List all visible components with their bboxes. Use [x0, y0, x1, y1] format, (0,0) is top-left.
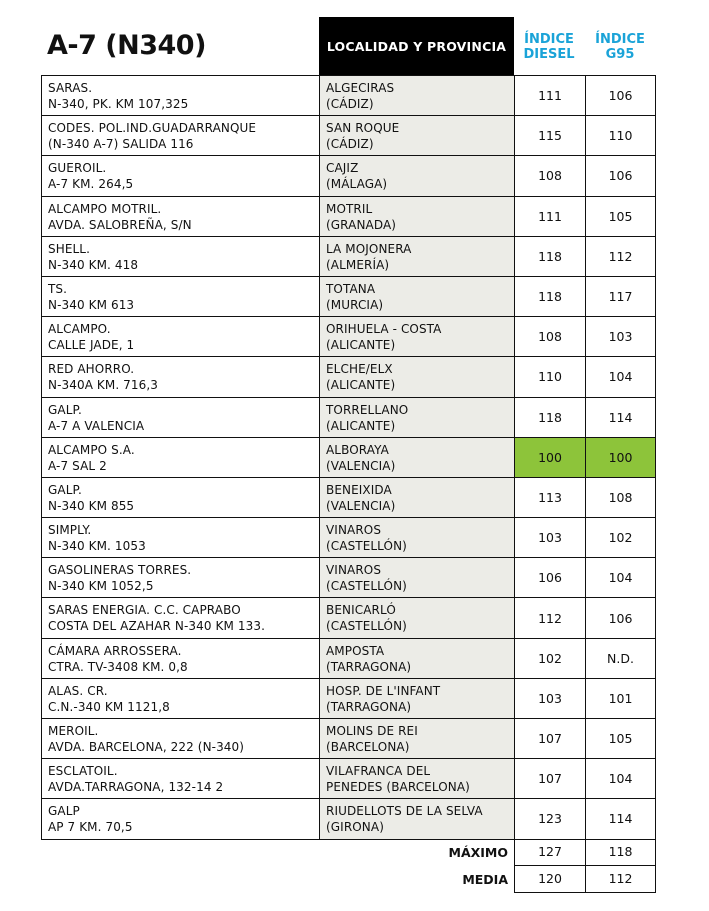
province: (CASTELLÓN) [326, 619, 407, 634]
station-name: GALP. [48, 402, 82, 417]
province: (CASTELLÓN) [326, 539, 407, 554]
province: (BARCELONA) [326, 740, 410, 754]
province: (ALICANTE) [326, 338, 396, 353]
station-cell [41, 75, 319, 115]
diesel-index-cell: 103 [514, 517, 585, 557]
province: (ALICANTE) [326, 378, 396, 393]
diesel-index-header [514, 32, 584, 62]
station-address: C.N.-340 KM 1121,8 [48, 699, 170, 714]
page-title: A-7 (N340) [47, 30, 206, 61]
diesel-index-cell: 112 [514, 597, 585, 637]
diesel-index-cell: 107 [514, 758, 585, 798]
g95-index-cell: 104 [585, 758, 656, 798]
station-name: RED AHORRO. [48, 362, 135, 377]
province: (TARRAGONA) [326, 659, 412, 674]
province: (GRANADA) [326, 217, 397, 232]
locality: VINAROS [326, 563, 382, 578]
table-row [41, 678, 656, 718]
summary-label: MÁXIMO [448, 844, 508, 860]
g95-index-cell: 100 [585, 437, 656, 477]
location-cell [319, 397, 514, 437]
table-row [41, 517, 656, 557]
station-name: MEROIL. [48, 724, 99, 738]
g95-index-cell: 114 [585, 397, 656, 437]
station-name: GALP. [48, 482, 82, 497]
station-cell [41, 597, 319, 637]
diesel-index-cell: 102 [514, 638, 585, 678]
g95-index-cell: 101 [585, 678, 656, 718]
diesel-index-cell: 111 [514, 196, 585, 236]
location-cell [319, 316, 514, 356]
location-cell [319, 437, 514, 477]
location-cell [319, 155, 514, 195]
diesel-index-cell: 118 [514, 236, 585, 276]
station-cell [41, 155, 319, 195]
station-name: ALCAMPO MOTRIL. [48, 201, 162, 216]
table-row [41, 196, 656, 236]
table-row [41, 718, 656, 758]
summary-g95-cell: 118 [585, 839, 656, 866]
locality: HOSP. DE L'INFANT [326, 683, 441, 698]
station-cell [41, 678, 319, 718]
station-address: COSTA DEL AZAHAR N-340 KM 133. [48, 619, 265, 634]
station-address: N-340 KM. 418 [48, 257, 139, 272]
locality: VINAROS [326, 523, 382, 538]
locality: RIUDELLOTS DE LA SELVA [326, 804, 483, 819]
diesel-index-cell: 118 [514, 276, 585, 316]
locality: ALGECIRAS [326, 81, 395, 95]
station-name: GASOLINERAS TORRES. [48, 563, 192, 578]
station-address: N-340 KM. 1053 [48, 539, 146, 554]
province: (CASTELLÓN) [326, 579, 407, 594]
station-name: GUEROIL. [48, 161, 107, 176]
diesel-header-line1: ÍNDICE [524, 32, 574, 47]
station-name: SARAS. [48, 81, 93, 95]
summary-row [41, 839, 656, 866]
locality: CAJIZ [326, 161, 359, 176]
summary-diesel-cell: 120 [514, 866, 585, 893]
locality: ORIHUELA - COSTA [326, 322, 442, 337]
table-row [41, 75, 656, 115]
g95-index-header [585, 32, 655, 62]
table-row [41, 356, 656, 396]
station-name: SARAS ENERGIA. C.C. CAPRABO [48, 603, 241, 618]
table-row [41, 316, 656, 356]
g95-index-cell: N.D. [585, 638, 656, 678]
location-cell [319, 798, 514, 838]
province: (CÁDIZ) [326, 97, 374, 111]
g95-index-cell: 106 [585, 75, 656, 115]
station-name: ESCLATOIL. [48, 764, 118, 779]
station-cell [41, 798, 319, 838]
diesel-index-cell: 123 [514, 798, 585, 838]
station-cell [41, 638, 319, 678]
locality: AMPOSTA [326, 643, 385, 658]
table-row [41, 155, 656, 195]
province: (VALENCIA) [326, 498, 396, 513]
province: (MÁLAGA) [326, 177, 388, 192]
location-cell [319, 597, 514, 637]
table-row [41, 276, 656, 316]
location-cell [319, 356, 514, 396]
station-name: ALCAMPO S.A. [48, 442, 135, 457]
locality: BENEIXIDA [326, 482, 392, 497]
g95-header-line1: ÍNDICE [595, 32, 645, 47]
diesel-index-cell: 107 [514, 718, 585, 758]
station-cell [41, 316, 319, 356]
diesel-index-cell: 108 [514, 316, 585, 356]
location-column-header: LOCALIDAD Y PROVINCIA [319, 17, 514, 75]
province: (CÁDIZ) [326, 137, 374, 152]
locality: TORRELLANO [326, 402, 409, 417]
station-name: CÁMARA ARROSSERA. [48, 643, 182, 658]
province: (TARRAGONA) [326, 699, 412, 714]
g95-index-cell: 110 [585, 115, 656, 155]
locality: MOLINS DE REI [326, 724, 418, 738]
locality: ALBORAYA [326, 442, 389, 457]
location-cell [319, 477, 514, 517]
station-cell [41, 437, 319, 477]
table-row [41, 437, 656, 477]
summary-table [41, 839, 656, 893]
diesel-index-cell: 108 [514, 155, 585, 195]
g95-header-line2: G95 [605, 47, 635, 62]
diesel-index-cell: 106 [514, 557, 585, 597]
station-name: SHELL. [48, 241, 91, 256]
diesel-index-cell: 100 [514, 437, 585, 477]
diesel-header-line2: DIESEL [523, 47, 575, 62]
station-name: ALCAMPO. [48, 322, 111, 337]
table-row [41, 798, 656, 838]
station-address: (N-340 A-7) SALIDA 116 [48, 137, 194, 152]
station-address: N-340A KM. 716,3 [48, 378, 159, 393]
diesel-index-cell: 113 [514, 477, 585, 517]
locality: LA MOJONERA [326, 241, 412, 256]
station-cell [41, 236, 319, 276]
station-address: AVDA. SALOBREÑA, S/N [48, 217, 192, 232]
station-cell [41, 356, 319, 396]
province: (GIRONA) [326, 820, 384, 835]
station-cell [41, 718, 319, 758]
station-address: N-340 KM 855 [48, 498, 135, 513]
g95-index-cell: 102 [585, 517, 656, 557]
station-address: A-7 KM. 264,5 [48, 177, 134, 192]
table-row [41, 397, 656, 437]
summary-diesel-cell: 127 [514, 839, 585, 866]
station-cell [41, 276, 319, 316]
station-cell [41, 758, 319, 798]
location-cell [319, 236, 514, 276]
province: (ALICANTE) [326, 418, 396, 433]
station-name: SIMPLY. [48, 523, 92, 538]
locality: ELCHE/ELX [326, 362, 393, 377]
table-row [41, 115, 656, 155]
locality: SAN ROQUE [326, 121, 400, 136]
stations-table [41, 75, 656, 839]
station-address: CALLE JADE, 1 [48, 338, 135, 353]
diesel-index-cell: 118 [514, 397, 585, 437]
table-row [41, 638, 656, 678]
g95-index-cell: 106 [585, 597, 656, 637]
province: PENEDES (BARCELONA) [326, 780, 470, 795]
location-cell [319, 196, 514, 236]
station-address: N-340 KM 613 [48, 297, 135, 312]
station-cell [41, 397, 319, 437]
station-address: N-340 KM 1052,5 [48, 579, 154, 594]
location-cell [319, 718, 514, 758]
location-cell [319, 638, 514, 678]
station-address: AVDA.TARRAGONA, 132-14 2 [48, 780, 224, 795]
station-address: AVDA. BARCELONA, 222 (N-340) [48, 740, 245, 754]
station-name: TS. [48, 281, 68, 296]
locality: MOTRIL [326, 201, 373, 216]
diesel-index-cell: 110 [514, 356, 585, 396]
location-cell [319, 115, 514, 155]
station-address: A-7 A VALENCIA [48, 418, 145, 433]
station-cell [41, 196, 319, 236]
g95-index-cell: 112 [585, 236, 656, 276]
table-row [41, 557, 656, 597]
location-cell [319, 75, 514, 115]
g95-index-cell: 105 [585, 718, 656, 758]
station-name: GALP [48, 804, 80, 819]
table-row [41, 477, 656, 517]
station-cell [41, 557, 319, 597]
g95-index-cell: 114 [585, 798, 656, 838]
station-name: CODES. POL.IND.GUADARRANQUE [48, 121, 257, 136]
g95-index-cell: 105 [585, 196, 656, 236]
g95-index-cell: 106 [585, 155, 656, 195]
g95-index-cell: 104 [585, 557, 656, 597]
location-cell [319, 517, 514, 557]
summary-row [41, 866, 656, 893]
station-name: ALAS. CR. [48, 683, 108, 698]
station-address: N-340, PK. KM 107,325 [48, 97, 189, 111]
province: (VALENCIA) [326, 458, 396, 473]
station-cell [41, 517, 319, 557]
g95-index-cell: 108 [585, 477, 656, 517]
location-cell [319, 758, 514, 798]
locality: BENICARLÓ [326, 603, 396, 618]
location-cell [319, 678, 514, 718]
locality: TOTANA [326, 281, 376, 296]
g95-index-cell: 117 [585, 276, 656, 316]
station-address: AP 7 KM. 70,5 [48, 820, 133, 835]
table-row [41, 597, 656, 637]
diesel-index-cell: 103 [514, 678, 585, 718]
station-address: CTRA. TV-3408 KM. 0,8 [48, 659, 188, 674]
province: (ALMERÍA) [326, 257, 390, 272]
location-cell [319, 276, 514, 316]
g95-index-cell: 104 [585, 356, 656, 396]
station-cell [41, 477, 319, 517]
diesel-index-cell: 115 [514, 115, 585, 155]
table-row [41, 236, 656, 276]
g95-index-cell: 103 [585, 316, 656, 356]
diesel-index-cell: 111 [514, 75, 585, 115]
station-address: A-7 SAL 2 [48, 458, 107, 473]
province: (MURCIA) [326, 297, 384, 312]
location-cell [319, 557, 514, 597]
summary-label: MEDIA [462, 871, 508, 887]
summary-g95-cell: 112 [585, 866, 656, 893]
station-cell [41, 115, 319, 155]
locality: VILAFRANCA DEL [326, 764, 431, 779]
table-row [41, 758, 656, 798]
